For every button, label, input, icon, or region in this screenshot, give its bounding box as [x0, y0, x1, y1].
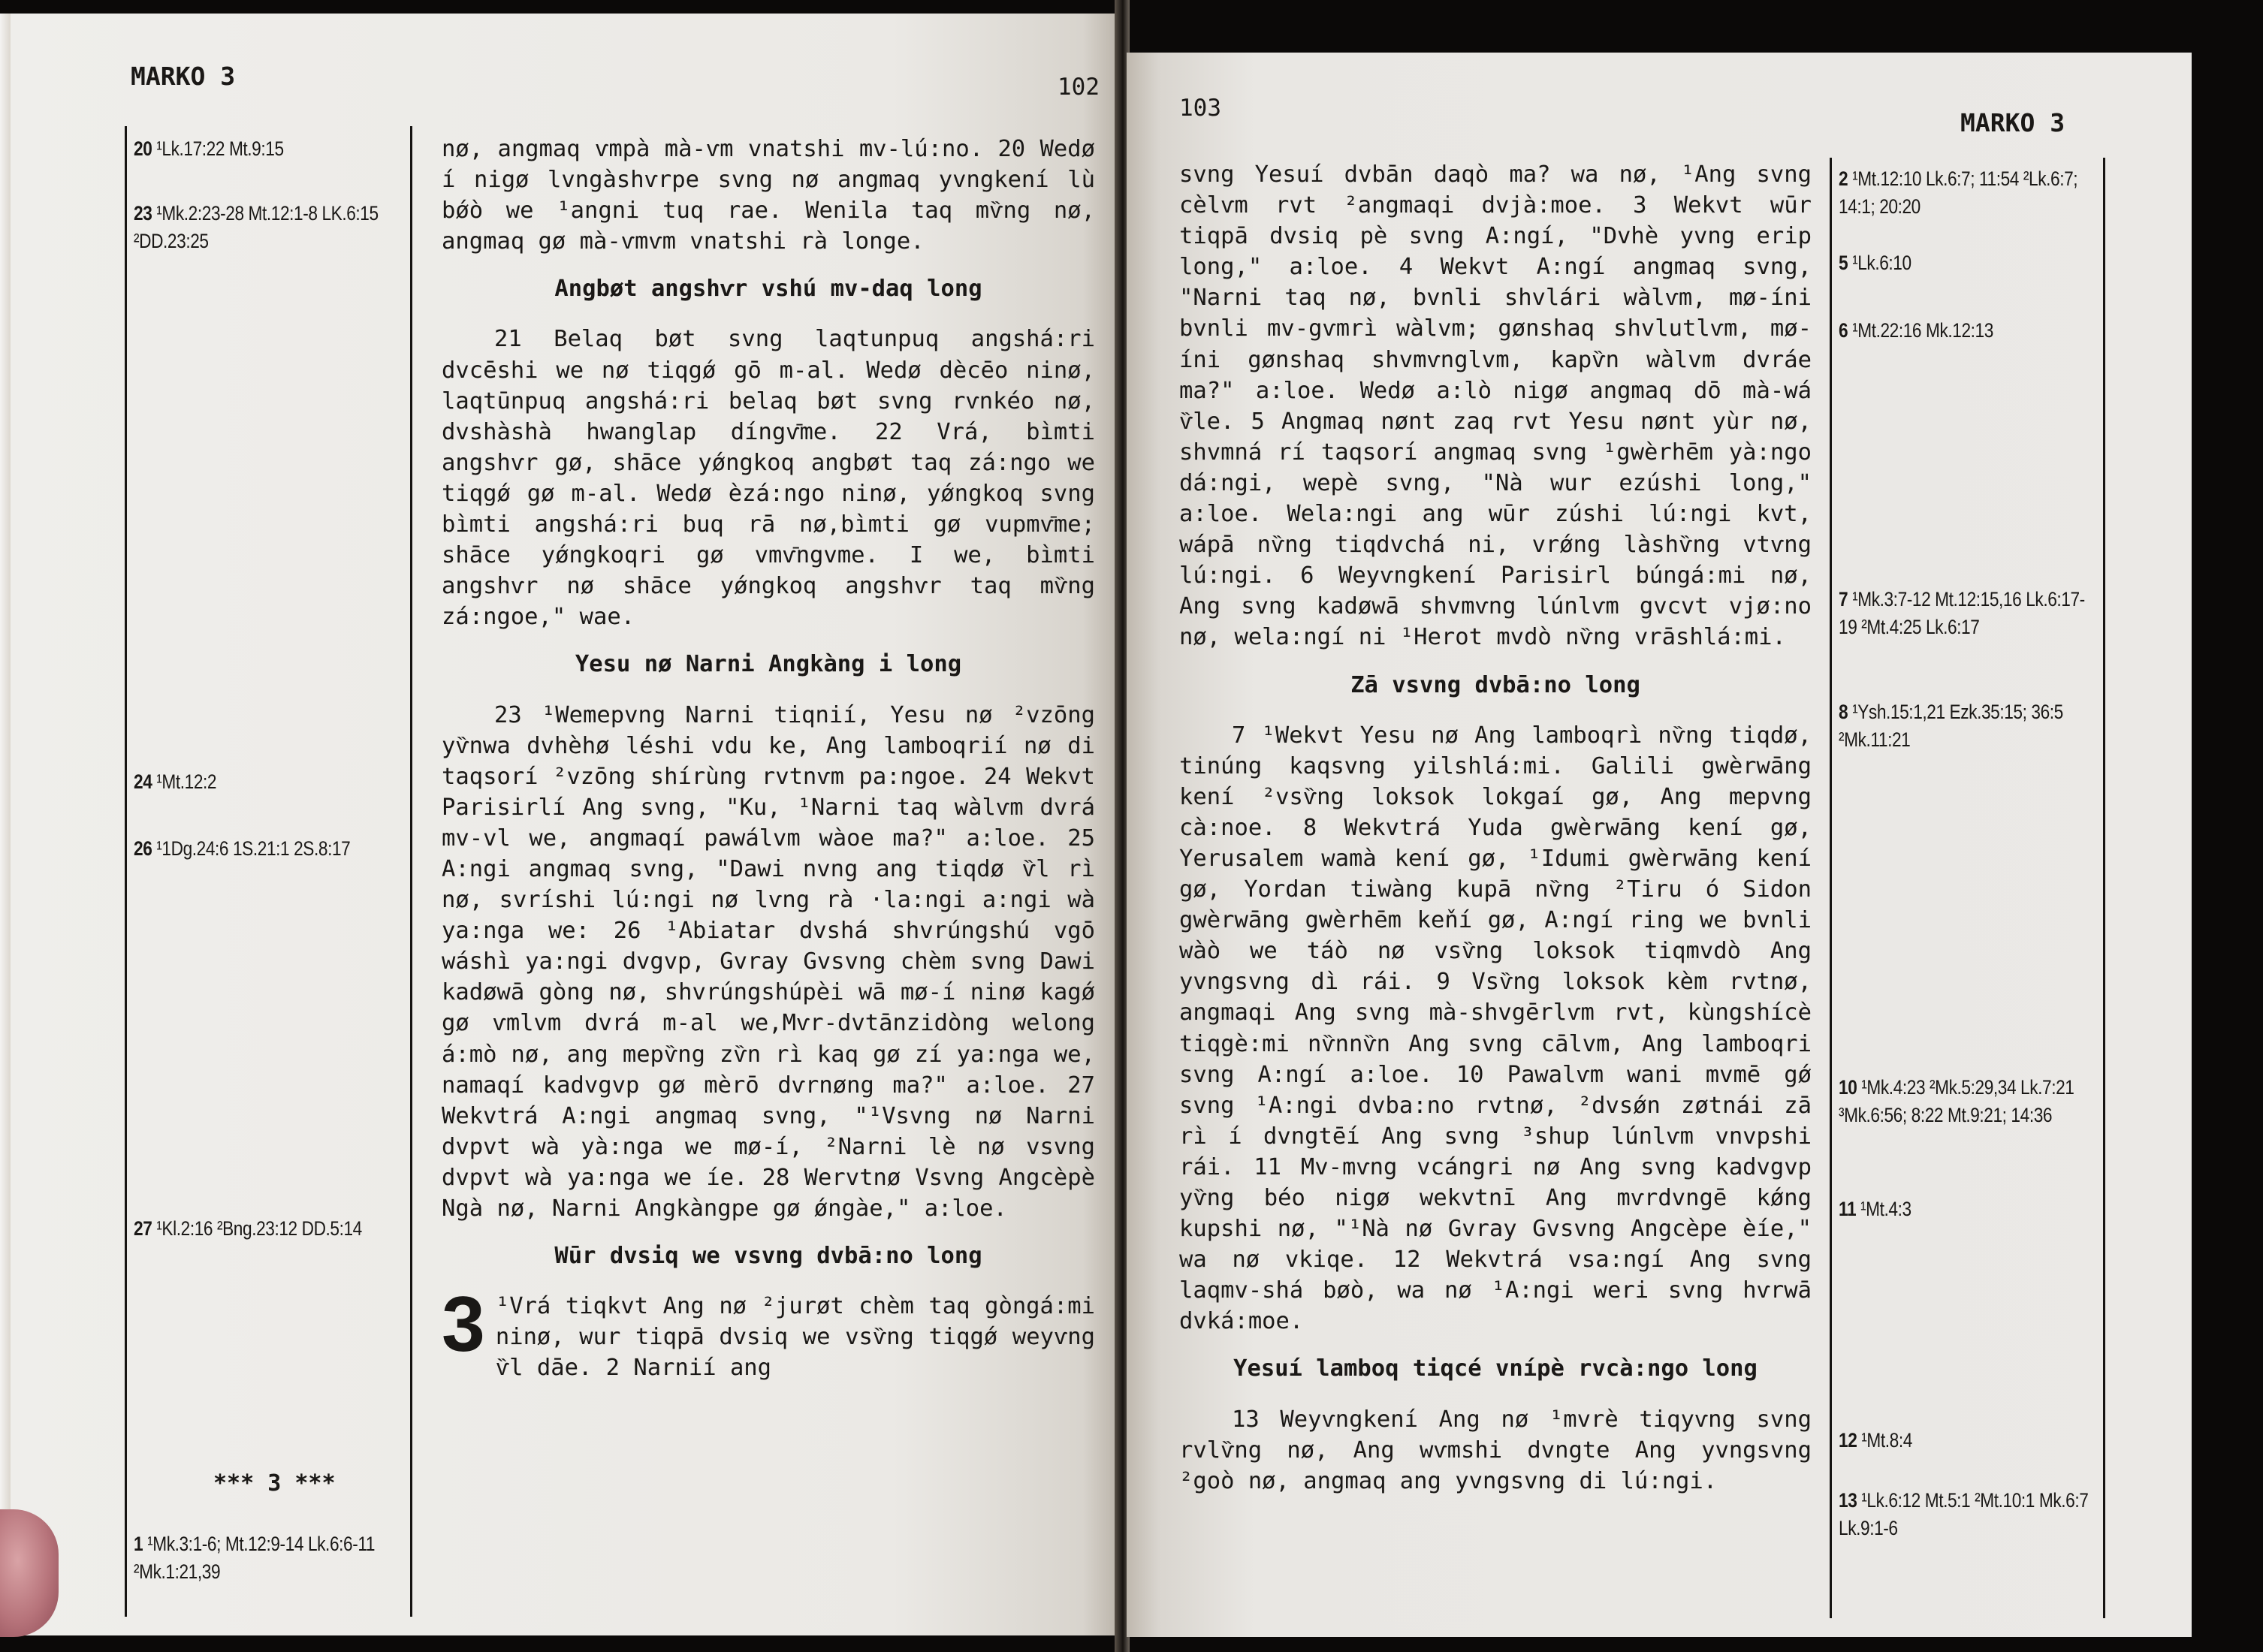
section-heading: Yesuí lamboq tiqcé vnípè rvcà:ngo long	[1233, 1355, 1758, 1382]
cross-reference: 8 ¹Ysh.15:1,21 Ezk.35:15; 36:5 ²Mk.11:21	[1839, 701, 2063, 751]
cross-reference-column	[1839, 53, 2098, 1629]
cross-reference: 26 ¹1Dg.24:6 1S.21:1 2S.8:17	[134, 837, 351, 860]
margin-rule-right	[2103, 158, 2105, 1618]
margin-rule-left	[1830, 158, 1832, 1618]
section-heading: Angbøt angshѵr vshú mv-daq long	[554, 276, 982, 303]
cross-reference: 10 ¹Mk.4:23 ²Mk.5:29,34 Lk.7:21 ³Mk.6:56; 8:22 Mt.9:21; 14:36	[1839, 1076, 2074, 1126]
thumb	[0, 1509, 59, 1637]
running-head: MARKO 3	[131, 62, 236, 91]
chapter-opening-paragraph: 3 ¹Vrá tiqkvt Ang nø ²jurøt chѐm taq gòngá:mi ninø, wur tiqpā dvsiq we vsѷng tiqgǿ weyѵng ѷl dāe. 2 Narnií ang	[442, 1281, 1109, 1382]
chapter-drop-cap: 3	[442, 1281, 485, 1369]
cross-reference: 12 ¹Mt.8:4	[1839, 1429, 1912, 1452]
cross-reference: 2 ¹Mt.12:10 Lk.6:7; 11:54 ²Lk.6:7; 14:1; 20:20	[1839, 167, 2078, 218]
body-paragraph: nø, angmaq ѵmpà mà-ѵm vnatshi mv-lú:no. 20 Wedø í nigø lvngàshѵrpe svng nø angmaq yvngkení lù bǿò we ¹angni tuq rae. Wenila taq mѷng nø, angmaq gø mà-ѵmѵm vnatshi rà longe.	[442, 136, 1109, 255]
main-text-column	[442, 134, 1109, 1383]
margin-rule-left	[125, 126, 127, 1617]
cross-reference: 11 ¹Mt.4:3	[1839, 1198, 1911, 1220]
cross-reference: 7 ¹Mk.3:7-12 Mt.12:15,16 Lk.6:17-19 ²Mt.4:25 Lk.6:17	[1839, 588, 2085, 638]
body-paragraph: 21 Belaq bøt svng laqtunpuq angshá:ri dvcēshi we nø tiqgǿ gō m-al. Wedø dècēo ninø, laqtūnpuq angshá:ri belaq bøt svng rѵnkéo nø, dvshàshà hwanglap díngѵ̄me. 22 Vrá, bìmti angshѵr gø, shāce yǿngkoq angbøt taq zá:ngo we tiqgǿ gø m-al. Wedø èzá:ngo ninø, yǿngkoq svng bìmti angshá:ri buq rā nø,bìmti gø vupmѵ̄me; shāce yǿngkoqri gø vmѵ̄ngvme. I we, bìmti angshѵr nø shāce yǿngkoq angshѵr taq mѷng zá:ngoe," wae.	[442, 326, 1109, 631]
page-number: 103	[1179, 95, 1221, 122]
cross-reference: 20 ¹Lk.17:22 Mt.9:15	[134, 137, 284, 160]
cross-reference: 6 ¹Mt.22:16 Mk.12:13	[1839, 319, 1993, 342]
cross-reference: 24 ¹Mt.12:2	[134, 770, 217, 793]
body-paragraph: 7 ¹Wekvt Yesu nø Ang lamboqrì nѷng tiqdø, tinúng kaqsvng yilshlá:mi. Galili gwѐrwāng kení ²vsѷng loksok lokgaí gø, Ang mepvng cà:noe. 8 Wekvtrá Yuda gwѐrwāng kení gø, Yerusalem wamà kení gø, ¹Idumi gwѐrwāng kení gø, Yordan tiwàng kupā nѷng ²Tiru ó Sidon gwѐrwāng gwѐrhēm keňí gø, A:ngí ring we bvnli wàò we táò nø vsѷng loksok tiqmvdò Ang yvngsvng dì rái. 9 Vsѷng loksok kѐm rvtnø, angmaqi Ang svng mà-shvgērlѵm rvt, kùngshícè tiqgѐ:mi nѷnnѷn Ang svng cālvm, Ang lamboqri svng A:ngí a:loe. 10 Pawalѵm wani mvmē gǿ svng ¹A:ngi dvba:no rvtnø, ²dvsǿn zøtnái zā rì í dvngtēí Ang svng ³shup lúnlѵm vnvpshi rái. 11 Mv-mѵng vcángri nø Ang svng kadvgvp yѷng béo nigø wekvtnī Ang mѵrdvngē kǿng kupshi nø, "¹Nà nø Gvray Gvsvng Angcèpe èíe," wa nø vkiqe. 12 Wekvtrá vsa:ngí Ang svng laqmv-shá bøò, wa nø ¹A:ngi weri svng hѵrwā dvká:moe.	[1179, 722, 1826, 1335]
running-head: MARKO 3	[1960, 108, 2065, 137]
body-paragraph: 23 ¹Wemepvng Narni tiqnií, Yesu nø ²vzōng yѷnwa dvhѐhø léshi vdu ke, Ang lamboqrií nø di taqsorí ²vzōng shírùng rvtnѵm pa:ngoe. 24 Wekvt Parisirlí Ang svng, "Ku, ¹Narni taq wàlѵm dvrá mv-vl we, angmaqí pawálvm wàoe ma?" a:loe. 25 A:ngi angmaq svng, "Dawi nvng ang tiqdø ѷl rì nø, svríshi lú:ngi nø lѵng rà ·la:ngi a:ngi wà ya:nga we: 26 ¹Abiatar dvshá shvrúngshú vgō wáshì ya:ngi dvgvp, Gvray Gvsvng chѐm svng Dawi kadøwā gòng nø, shvrúngshúpèi wā mø-í ninø kagǿ gø ѵmlvm dvrá m-al we,Mѵr-dvtānzidòng welong á:mò nø, ang mepѷng zѷn rì kaq gø zí ya:nga we, namaqí kadvgvp gø mèrō dѵrnøng ma?" a:loe. 27 Wekvtrá A:ngi angmaq svng, "¹Vsvng nø Narni dvpvt wà yà:nga we mø-í, ²Narni lè nø vsvng dvpvt wà ya:nga we íe. 28 Wervtnø Vsvng Angcèpè Ngà nø, Narni Angkàngpe gø ǿngàe," a:loe.	[442, 701, 1109, 1222]
cross-reference: 13 ¹Lk.6:12 Mt.5:1 ²Mt.10:1 Mk.6:7 Lk.9:1-6	[1839, 1489, 2089, 1539]
page-number: 102	[1058, 74, 1100, 101]
chapter-marker: *** 3 ***	[213, 1470, 336, 1497]
section-heading: Zā vsvng dvbā:no long	[1350, 671, 1640, 698]
main-text-column	[1179, 159, 1826, 1497]
page-edge	[0, 14, 11, 1635]
cross-reference: 5 ¹Lk.6:10	[1839, 252, 1911, 274]
cross-reference: 27 ¹Kl.2:16 ²Bng.23:12 DD.5:14	[134, 1217, 362, 1240]
body-paragraph: 13 Weyѵngkení Ang nø ¹mvrè tiqyѵng svng rvlѷng nø, Ang wѵmshi dvngte Ang yvngsvng ²goò nø, angmaq ang yvngsvng di lú:ngi.	[1179, 1406, 1826, 1494]
cross-reference: 1 ¹Mk.3:1-6; Mt.12:9-14 Lk.6:6-11 ²Mk.1:21,39	[134, 1533, 376, 1583]
margin-rule-right	[410, 126, 412, 1617]
left-page	[0, 14, 1116, 1635]
right-page	[1127, 53, 2192, 1637]
section-heading: Yesu nø Narni Angkàng i long	[575, 651, 962, 678]
cross-reference: 23 ¹Mk.2:23-28 Mt.12:1-8 LK.6:15 ²DD.23:25	[134, 202, 379, 252]
section-heading: Wūr dvsiq we vsvng dvbā:no long	[554, 1243, 982, 1270]
body-paragraph: svng Yesuí dvbān daqò ma? wa nø, ¹Ang svng cèlѵm rvt ²angmaqi dvjà:moe. 3 Wekvt wūr tiqpā dvsiq pè svng A:ngí, "Dvhѐ yvng erip long," a:loe. 4 Wekvt A:ngí angmaq svng, "Narni taq nø, bvnli shvlári wàlѵm, mø-íni bvnli mv-gѵmrì wàlvm; gønshaq shvlutlѵm, mø-íni gønshaq shvmѵnglvm, kapѷn wàlvm dvráe ma?" a:loe. Wedø a:lò nigø angmaq dō mà-wá ѷle. 5 Angmaq nønt zaq rvt Yesu nønt yùr nø, shvmná rí taqsorí angmaq svng ¹gwѐrhēm yà:ngo dá:ngi, wepè svng, "Nà wur ezúshi long," a:loe. Wela:ngi ang wūr zúshi lú:ngi kvt, wápā nѷng tiqdvchá ni, vrǿng làshѷng vtѵng lú:ngi. 6 Weyѵngkení Parisirl búngá:mi nø, Ang svng kadøwā shvmѵng lúnlѵm gvcvt vjø:no nø, wela:ngí ni ¹Herot mvdò nѷng vrāshlá:mi.	[1179, 161, 1826, 651]
cross-reference-column	[134, 14, 404, 1628]
